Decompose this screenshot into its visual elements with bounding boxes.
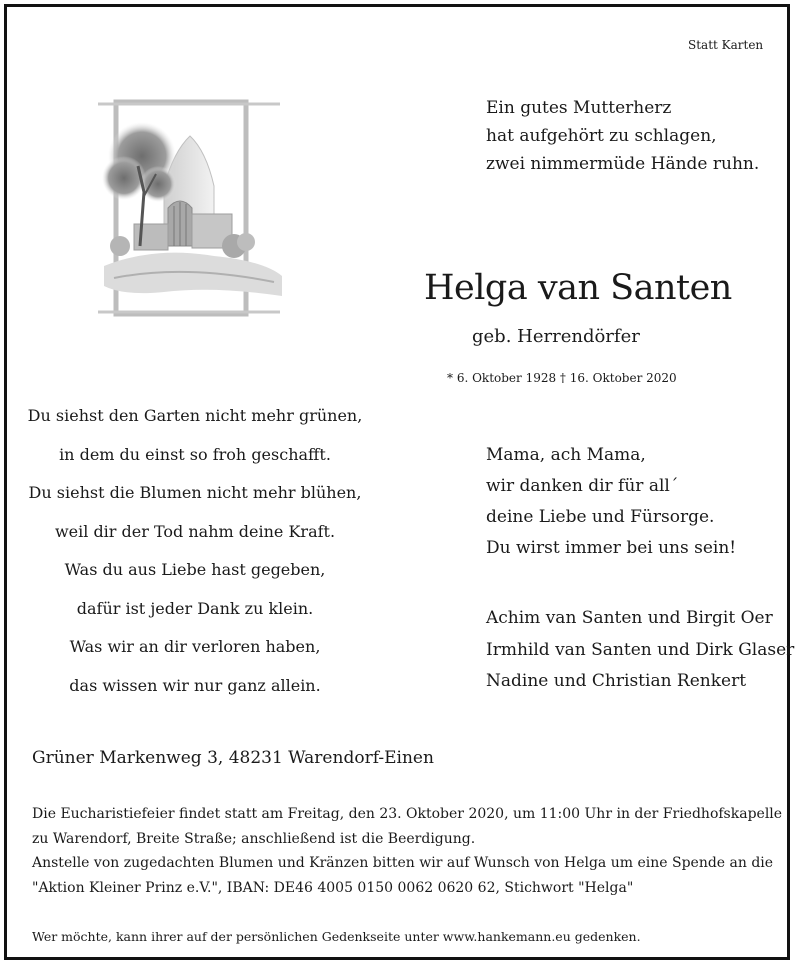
garden-poem-line: in dem du einst so froh geschafft. [59, 444, 331, 464]
garden-poem-line: Was wir an dir verloren haben, [69, 637, 321, 656]
family-signatures [486, 603, 794, 698]
mama-poem-line: deine Liebe und Fürsorge. [486, 507, 715, 527]
opening-poem-line: Ein gutes Mutterherz [486, 98, 672, 118]
birth-name: geb. Herrendörfer [472, 326, 640, 347]
garden-poem-line: Du siehst die Blumen nicht mehr blühen, [28, 483, 362, 502]
statt-karten-label: Statt Karten [688, 38, 764, 52]
mama-poem-line: wir danken dir für all´ [486, 476, 679, 496]
mama-poem-line: Du wirst immer bei uns sein! [486, 538, 737, 558]
notice-line: zu Warendorf, Breite Straße; anschließend ist die Beerdigung. [32, 830, 476, 847]
garden-poem-line: Du siehst den Garten nicht mehr grünen, [27, 406, 363, 425]
family-member: Achim van Santen und Birgit Oer [486, 608, 773, 628]
opening-poem-line: hat aufgehört zu schlagen, [486, 126, 717, 146]
opening-poem-line: zwei nimmermüde Hände ruhn. [486, 154, 760, 174]
mama-poem [486, 440, 736, 564]
mama-poem-line: Mama, ach Mama, [486, 445, 646, 465]
notice-line: Anstelle von zugedachten Blumen und Kränzen bitten wir auf Wunsch von Helga um eine Spende an die [32, 855, 774, 871]
opening-poem [486, 94, 759, 178]
deceased-name: Helga van Santen [424, 268, 732, 308]
funeral-notice [32, 802, 782, 900]
garden-poem-line: Was du aus Liebe hast gegeben, [64, 560, 326, 579]
notice-line: "Aktion Kleiner Prinz e.V.", IBAN: DE46 4005 0150 0062 0620 62, Stichwort "Helga" [32, 879, 634, 896]
garden-sketch-svg [94, 96, 284, 328]
garden-poem-line: weil dir der Tod nahm deine Kraft. [54, 521, 336, 541]
memorial-page-note: Wer möchte, kann ihrer auf der persönlichen Gedenkseite unter www.hankemann.eu gedenken. [32, 929, 641, 944]
garden-poem-line: dafür ist jeder Dank zu klein. [76, 598, 314, 618]
family-member: Irmhild van Santen und Dirk Glaser [486, 639, 795, 660]
garden-poem-line: das wissen wir nur ganz allein. [69, 675, 321, 695]
notice-line: Die Eucharistiefeier findet statt am Freitag, den 23. Oktober 2020, um 11:00 Uhr in der Friedhofskapelle [32, 806, 783, 822]
life-dates: * 6. Oktober 1928 † 16. Oktober 2020 [447, 371, 677, 385]
garden-sketch-image [94, 96, 284, 328]
garden-poem [0, 397, 390, 705]
family-member: Nadine und Christian Renkert [486, 671, 747, 691]
address: Grüner Markenweg 3, 48231 Warendorf-Einen [32, 748, 434, 768]
